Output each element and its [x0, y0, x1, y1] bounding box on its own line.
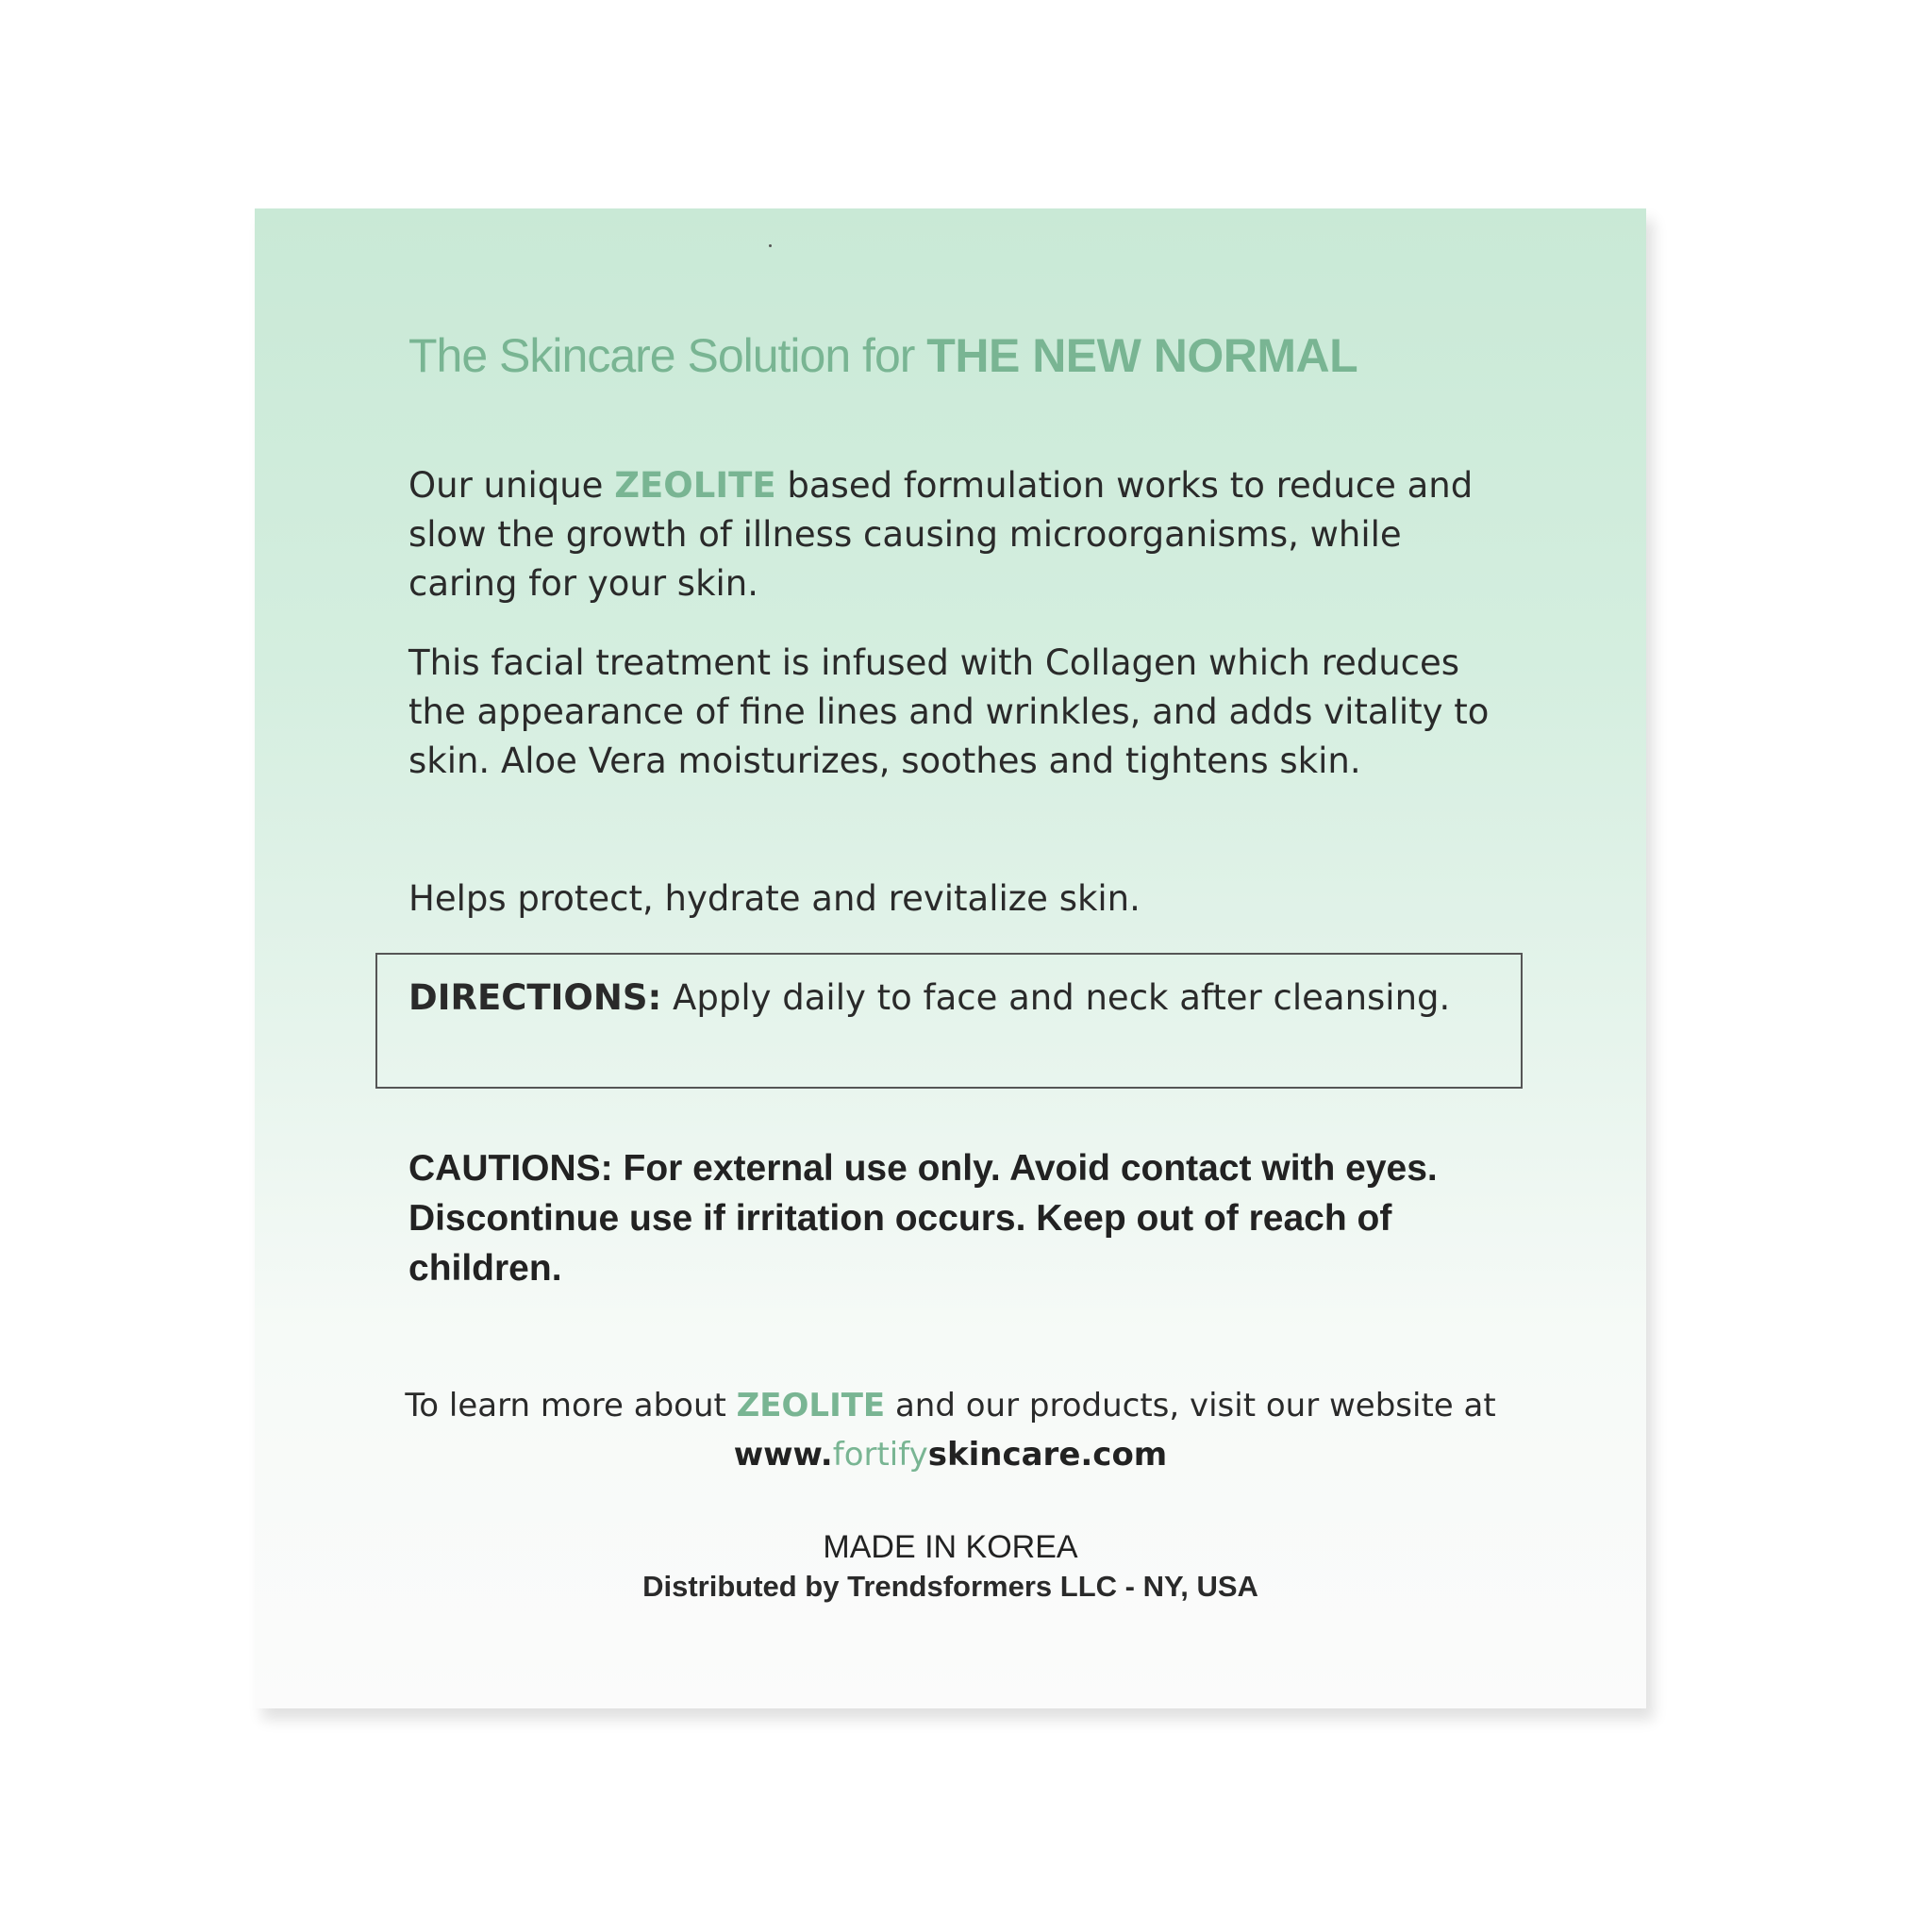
cautions-label: CAUTIONS: [408, 1148, 613, 1189]
zeolite-highlight: ZEOLITE [614, 465, 776, 506]
learn-middle: and our products, visit our website at [885, 1387, 1496, 1424]
collagen-description: This facial treatment is infused with Collagen which reduces the appearance of fine lines and wrinkles, and adds vitality to skin. Aloe Vera moisturizes, soothes and tightens skin. [408, 642, 1490, 781]
paragraph1-after: based formulation works to reduce and slow the growth of illness causing microorganisms, while caring for your skin. [408, 465, 1474, 604]
learn-before: To learn more about [405, 1387, 737, 1424]
directions-body: Apply daily to face and neck after cleansing. [661, 977, 1451, 1018]
cautions-body: For external use only. Avoid contact with eyes. Discontinue use if irritation occurs. Keep out of reach of children. [408, 1148, 1438, 1289]
learn-zeolite-highlight: ZEOLITE [736, 1387, 886, 1424]
directions-label: DIRECTIONS: [408, 977, 662, 1018]
made-in-korea: MADE IN KOREA [823, 1529, 1078, 1565]
directions-box [375, 953, 1523, 1089]
site-suffix: skincare.com [927, 1436, 1168, 1474]
zeolite-description [408, 461, 1512, 608]
product-label-card [255, 208, 1646, 1708]
directions-text [408, 974, 1484, 1023]
site-brand: fortify [832, 1436, 928, 1474]
headline-part2: THE NEW NORMAL [926, 329, 1358, 382]
website-link[interactable] [734, 1436, 1168, 1474]
headline-part1: The Skincare Solution for [408, 329, 927, 382]
paragraph1-before: Our unique [408, 465, 615, 506]
cautions-text [408, 1143, 1522, 1293]
distributor-line: Distributed by Trendsformers LLC - NY, USA [642, 1570, 1258, 1603]
headline [408, 328, 1541, 383]
learn-more-text [349, 1381, 1552, 1479]
benefits-line: Helps protect, hydrate and revitalize skin. [408, 878, 1141, 919]
site-prefix: www. [733, 1436, 833, 1474]
print-dot [769, 244, 772, 247]
